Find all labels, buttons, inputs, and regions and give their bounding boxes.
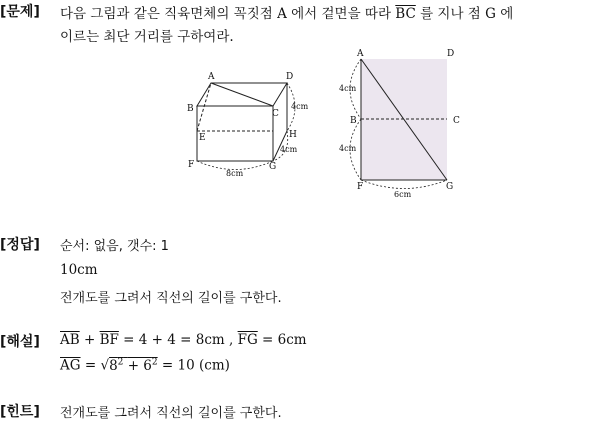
path-a-c [211,83,273,106]
dim-bottom: 4cm [339,144,357,153]
problem-text-a: 다음 그림과 같은 직육면체의 꼭짓점 A 에서 겉면을 따라 [60,6,391,22]
answer-line-1: 순서: 없음, 갯수: 1 [60,239,169,254]
dim-height: 4cm [291,102,309,111]
label-g: G [446,182,454,192]
answer-line-2: 10cm [60,262,98,278]
radicand-a: 8 [109,357,118,374]
back-edge-ea [197,83,211,131]
sqrt-sign: √ [100,357,110,374]
label-c: C [272,109,279,119]
label-e: E [199,133,206,143]
problem-line-2: 이르는 최단 거리를 구하여라. [60,29,234,45]
radicand-b: + 6 [127,357,152,374]
label-f: F [357,182,364,192]
hint-text: 전개도를 그려서 직선의 길이를 구한다. [60,406,282,421]
net-figure [333,45,468,200]
label-d: D [286,72,294,82]
exponent-b: 2 [151,357,158,367]
problem-line-1 [60,2,513,22]
dim-depth: 4cm [280,145,298,154]
label-f: F [188,160,195,170]
label-a: A [357,49,364,59]
exponent-a: 2 [117,357,124,367]
equation-2: = 6cm [262,332,307,348]
label-g: G [269,162,277,172]
equation-3: = 10 (cm) [161,357,230,374]
answer-tag: [정답] [0,237,40,253]
label-c: C [453,116,460,126]
cuboid-figure [183,66,313,178]
label-b: B [350,116,357,126]
label-b: B [187,104,194,114]
arc-base [361,180,447,189]
solution-line-2 [60,357,230,374]
problem-tag: [문제] [0,4,40,20]
segment-bf: $\overline{BF}$ [99,332,119,348]
segment-bc: $\overline{BC}$ [395,6,416,22]
segment-ab: $\overline{AB}$ [60,332,80,348]
sqrt-radicand [109,358,158,374]
dim-top: 4cm [339,84,357,93]
label-h: H [289,130,297,140]
dim-base: 6cm [394,190,412,199]
segment-fg: $\overline{FG}$ [237,332,258,348]
equation-1: = 4 + 4 = 8cm , [123,332,234,348]
equals-sign: = [84,357,97,374]
solution-tag: [해설] [0,334,40,350]
dim-length: 8cm [226,169,244,178]
label-a: A [208,72,215,82]
problem-text-b: 를 지나 점 G 에 [420,6,514,22]
label-d: D [447,49,455,59]
front-face [197,106,273,161]
plus-sign: + [83,332,96,348]
segment-ag: $\overline{AG}$ [60,357,81,374]
answer-line-3: 전개도를 그려서 직선의 길이를 구한다. [60,291,282,306]
hint-tag: [힌트] [0,404,40,420]
solution-line-1 [60,332,307,348]
